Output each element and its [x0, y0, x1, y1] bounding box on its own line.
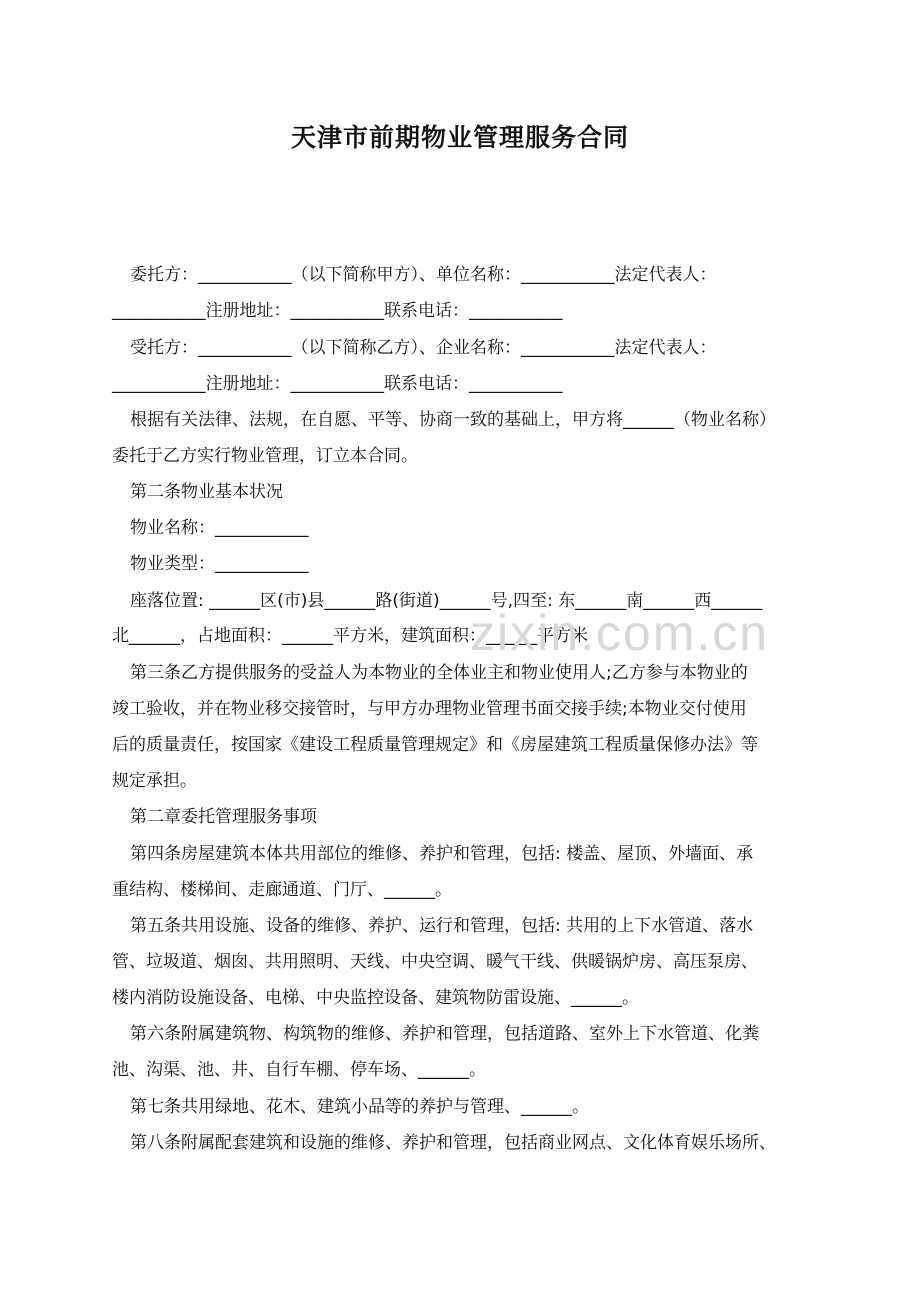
text-line: 后的质量责任，按国家《建设工程质量管理规定》和《房屋建筑工程质量保修办法》等: [112, 735, 758, 755]
text-line: 第二章委托管理服务事项: [130, 807, 317, 827]
text-line: 第八条附属配套建筑和设施的维修、养护和管理，包括商业网点、文化体育娱乐场所、: [130, 1133, 776, 1153]
text-line: 第三条乙方提供服务的受益人为本物业的全体业主和物业使用人;乙方参与本物业的: [130, 663, 748, 683]
text-line: 委托方：___________（以下简称甲方）、单位名称：___________法定代表人：: [130, 265, 717, 285]
text-line: 委托于乙方实行物业管理，订立本合同。: [112, 446, 418, 466]
text-line: 池、沟渠、池、井、自行车棚、停车场、______。: [112, 1060, 486, 1080]
text-line: 物业名称：___________: [130, 518, 309, 538]
text-line: 第五条共用设施、设备的维修、养护、运行和管理，包括: 共用的上下水管道、落水: [130, 916, 754, 936]
text-line: 管、垃圾道、烟囱、共用照明、天线、中央空调、暖气干线、供暖锅炉房、高压泵房、: [112, 952, 758, 972]
text-line: 第二条物业基本状况: [130, 482, 283, 502]
text-line: 竣工验收，并在物业移交接管时，与甲方办理物业管理书面交接手续;本物业交付使用: [112, 699, 747, 719]
watermark: zixin.com.cn: [470, 605, 770, 661]
text-line: 规定承担。: [112, 771, 197, 791]
document-title: 天津市前期物业管理服务合同: [290, 123, 629, 152]
text-line: 物业类型：___________: [130, 554, 309, 574]
text-line: 北______，占地面积：______平方米，建筑面积：______平方米: [112, 626, 588, 646]
text-line: ___________注册地址：___________联系电话：___________: [112, 374, 563, 394]
text-line: ___________注册地址：___________联系电话：___________: [112, 301, 563, 321]
text-line: 根据有关法律、法规，在自愿、平等、协商一致的基础上，甲方将______（物业名称）: [130, 410, 776, 430]
text-line: 第四条房屋建筑本体共用部位的维修、养护和管理，包括: 楼盖、屋顶、外墙面、承: [130, 844, 754, 864]
text-line: 第六条附属建筑物、构筑物的维修、养护和管理，包括道路、室外上下水管道、化粪: [130, 1024, 759, 1044]
text-line: 受托方：___________（以下简称乙方）、企业名称：___________法定代表人：: [130, 338, 717, 358]
text-line: 第七条共用绿地、花木、建筑小品等的养护与管理、______。: [130, 1097, 589, 1117]
text-line: 重结构、楼梯间、走廊通道、门厅、______。: [112, 880, 452, 900]
text-line: 座落位置: ______区(市)县______路(街道)______号,四至: 东______南______西______: [130, 591, 763, 611]
text-line: 楼内消防设施设备、电梯、中央监控设备、建筑物防雷设施、______。: [112, 988, 639, 1008]
